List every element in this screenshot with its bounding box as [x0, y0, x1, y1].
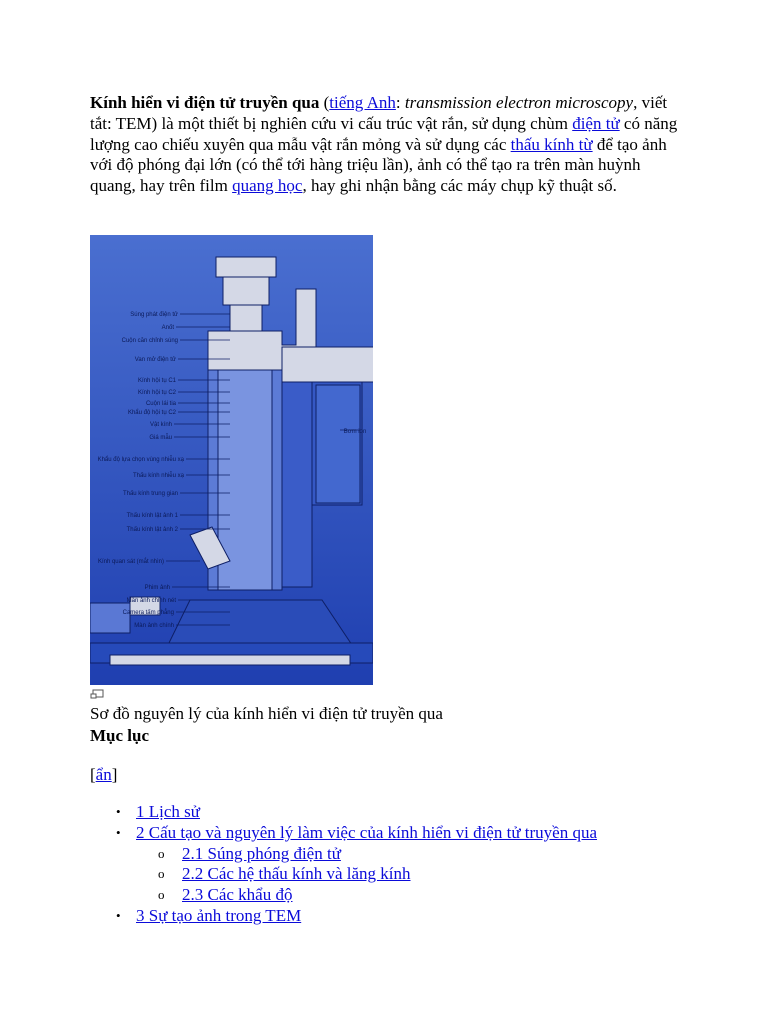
toc-item-lich-su [110, 802, 597, 823]
label-khau-do-hoi-tu-c2: Khẩu độ hội tụ C2 [127, 410, 176, 416]
label-cuon-lai-tia: Cuộn lái tia [145, 401, 176, 407]
figure-caption: Sơ đồ nguyên lý của kính hiển vi điện tử truyền qua [90, 704, 443, 723]
label-thau-kinh-lat-anh-1: Thấu kính lật ảnh 1 [126, 513, 178, 519]
toc-item-cau-tao [110, 823, 597, 844]
label-kinh-hoi-tu-c1: Kính hội tụ C1 [137, 378, 176, 384]
label-man-anh-chinh: Màn ảnh chính [134, 623, 174, 629]
toc-toggle [90, 765, 117, 785]
toc-sub-bullet: o [158, 866, 165, 882]
label-gia-mau: Giá mẫu [149, 435, 172, 441]
toc-link-sung-phong[interactable]: 2.1 Súng phóng điện tử [182, 843, 341, 863]
link-dien-tu[interactable]: điện tử [572, 113, 620, 133]
article-title-bold: Kính hiển vi điện tử truyền qua [90, 93, 320, 112]
tem-diagram-figure[interactable] [90, 235, 373, 685]
label-van-mo-dien-tu: Van mở điện tử [134, 357, 176, 363]
label-anot: Anốt [161, 325, 174, 331]
toc-sub-bullet: o [158, 845, 165, 861]
label-bom-ion: Bơm ion [343, 429, 367, 435]
english-term: transmission electron microscopy [404, 93, 634, 112]
intro-paragraph [90, 93, 680, 197]
toc-list [110, 802, 597, 927]
toc-sub-bullet: o [158, 887, 165, 903]
toc-hide-link[interactable]: ẩn [95, 765, 112, 784]
toc-item-khau-do [110, 885, 597, 906]
intro-text-4: , hay ghi nhận bằng các máy chụp kỹ thuật số. [302, 176, 617, 196]
label-thau-kinh-trung-gian: Thấu kính trung gian [122, 491, 178, 497]
label-thau-kinh-lat-anh-2: Thấu kính lật ảnh 2 [126, 527, 178, 533]
toc-toggle-open-bracket: [ [90, 765, 96, 784]
label-kinh-quan-sat: Kính quan sát (mắt nhìn) [97, 559, 164, 565]
label-cuon-can-chinh-sung: Cuộn căn chỉnh súng [121, 338, 178, 344]
intro-text-3: để tạo ảnh với độ phóng đại lớn (có thể tới hàng triệu lần), ảnh có thể tạo ra trên màn huỳnh quang, hay trên film [90, 134, 667, 196]
label-sung-phat-dien-tu: Súng phát điện tử [130, 312, 178, 318]
toc-link-he-thau-kinh[interactable]: 2.2 Các hệ thấu kính và lăng kính [182, 864, 411, 884]
enlarge-icon[interactable] [90, 686, 106, 696]
intro-open-paren: ( [319, 93, 330, 112]
toc-bullet: • [116, 804, 121, 819]
intro-text-2: có năng lượng cao chiếu xuyên qua mẫu vật rắn mỏng và sử dụng các [90, 113, 678, 154]
intro-colon: : [395, 93, 405, 112]
toc-title: Mục lục [90, 726, 150, 745]
label-camera-tam-phang: Camera tấm phẳng [122, 610, 174, 616]
toc-link-khau-do[interactable]: 2.3 Các khẩu độ [182, 885, 293, 905]
label-man-anh-chinh-net: Màn ảnh chỉnh nét [126, 598, 176, 604]
toc-item-he-thau-kinh [110, 864, 597, 885]
link-quang-hoc[interactable]: quang học [232, 176, 303, 196]
toc-item-sung-phong [110, 844, 597, 865]
toc-link-su-tao-anh[interactable]: 3 Sự tạo ảnh trong TEM [136, 905, 302, 925]
tem-diagram [90, 235, 373, 685]
toc-toggle-close-bracket: ] [111, 765, 118, 784]
link-thau-kinh-tu[interactable]: thấu kính từ [510, 134, 593, 154]
intro-text-1: , viết tắt: TEM) là một thiết bị nghiên cứu vi cấu trúc vật rắn, sử dụng chùm [90, 93, 668, 133]
toc-bullet: • [116, 824, 121, 840]
label-phim-anh: Phim ảnh [144, 585, 170, 591]
toc-item-su-tao-anh [110, 906, 597, 927]
enlarge-icon-graphic [90, 689, 106, 699]
link-tieng-anh[interactable]: tiếng Anh [329, 93, 396, 112]
label-vat-kinh: Vật kính [149, 422, 172, 428]
label-khau-do-lua-chon-vung: Khẩu độ lựa chọn vùng nhiễu xạ [97, 457, 184, 463]
label-thau-kinh-nhieu-xa: Thấu kính nhiễu xạ [132, 473, 184, 479]
label-kinh-hoi-tu-c2: Kính hội tụ C2 [137, 390, 176, 396]
toc-link-cau-tao[interactable]: 2 Cấu tạo và nguyên lý làm việc của kính hiển vi điện tử truyền qua [136, 822, 598, 842]
toc-bullet: • [116, 907, 121, 923]
toc-link-lich-su[interactable]: 1 Lịch sử [136, 802, 200, 821]
